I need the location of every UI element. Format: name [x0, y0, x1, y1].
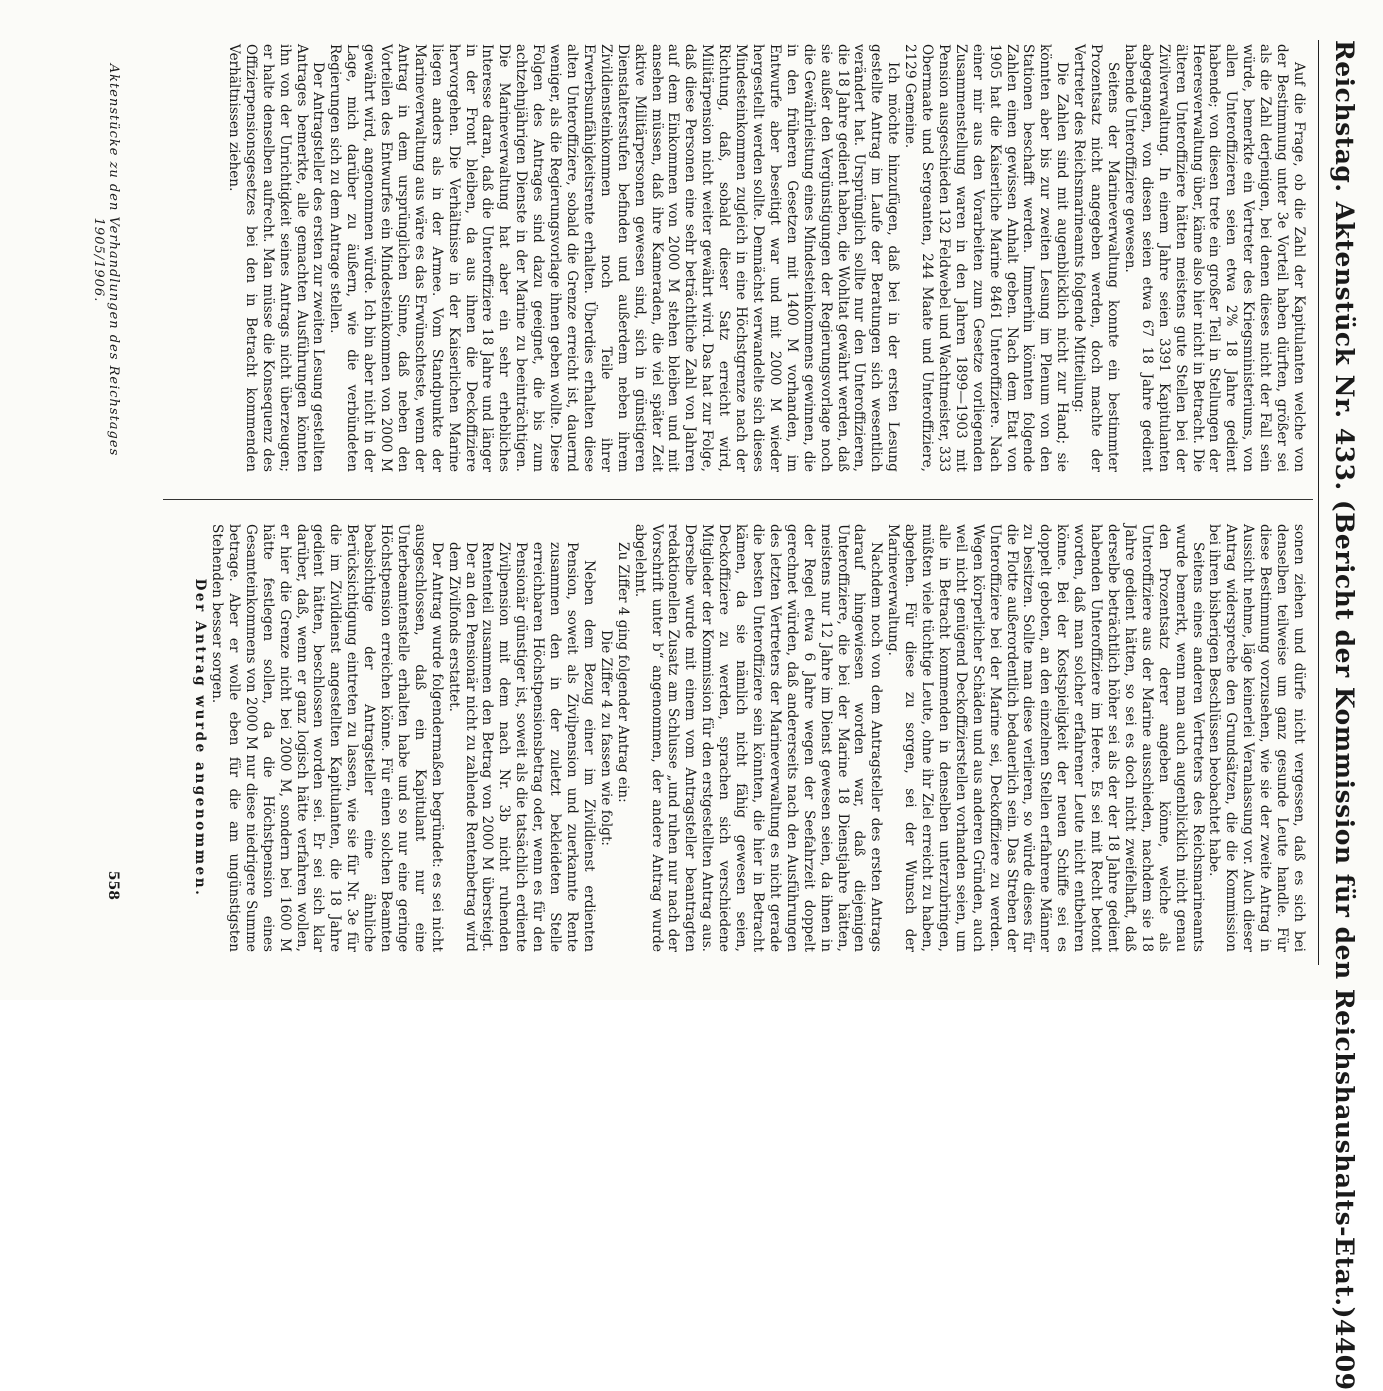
right-column	[191, 524, 1307, 952]
footer-collection-title: Aktenstücke zu den Verhandlungen des Reichstages 1905/1906.	[91, 63, 121, 457]
paragraph: Ich möchte hinzufügen, daß bei in der ersten Lesung gestellte Antrag im Laufe der Beratungen sich wesentlich verändert hat. Ursprünglich sollte nur den Unteroffizieren, die 18 Jahre gedient haben, die Wohltat gewährt werden, daß sie außer den Vergünstigungen der Regierungsvorlage noch die Gewährleistung eines Mindesteinkommens gewinnen, die in den früheren Gesetzen mit 1400 M vorhanden, im Entwurfe aber beseitigt war und mit 2000 M wieder hergestellt werden sollte. Demnächst verwandelte sich dieses Mindesteinkommen zugleich in eine Höchstgrenze nach der Richtung, daß, sobald dieser Satz erreicht wird, Militärpension nicht weiter gewährt wird. Das hat zur Folge, daß diese Personen eine sehr beträchtliche Zahl von Jahren auf dem Einkommen von 2000 M stehen bleiben und mit ansehen müssen, daß ihre Kameraden, die viel später Zeit aktive Militärpersonen gewesen sind, sich in günstigeren Dienstaltersstufen befinden und außerdem neben ihrem Zivildiensteinkommen noch Teile ihrer Erwerbsunfähigkeitsrente erhalten. Überdies erhalten diese alten Unteroffiziere, sobald die Grenze erreicht ist, dauernd weniger, als die Regierungsvorlage ihnen geben wollte. Diese Folgen des Antrages sind dazu geeignet, die bis zum achtzehnjährigen Dienste in der Marine zu beeinträchtigen. Die Marineverwaltung hat aber ein sehr erhebliches Interesse daran, daß die Unteroffiziere 18 Jahre und länger in der Front bleiben, da aus ihnen die Deckoffiziere hervorgehen. Die Verhältnisse in der Kaiserlichen Marine liegen anders als in der Armee. Vom Standpunkte der Marineverwaltung aus wäre es das Erwünschteste, wenn der Antrag in dem ursprünglichen Sinne, daß neben den Vorteilen des Entwurfes ein Mindesteinkommen von 2000 M gewährt wird, angenommen würde. Ich bin aber nicht in der Lage, mich darüber zu äußern, wie die verbündeten Regierungen sich zu dem Antrage stellen.	[327, 44, 902, 472]
paragraph-heading: Die Ziffer 4 zu fassen wie folgt:	[597, 630, 614, 846]
paragraph: Zu Ziffer 4 ging folgender Antrag ein:	[614, 542, 631, 803]
page-number: 4409	[1330, 1318, 1360, 1391]
paragraph: Der Antragsteller des ersten zur zweiten Lesung gestellten Antrages bemerkte, alle gemachten Ausführungen könnten ihn von der Unrichtigkeit seines Antrags nicht überzeugen; er halte denselben aufrecht. Man müsse die Konsequenz des Offizierpensionsgesetzes bei den in Betracht kommenden Verhältnissen ziehen.	[225, 44, 327, 472]
paragraph: Der Antrag wurde folgendermaßen begründet: es sei nicht ausgeschlossen, daß ein Kapitulant nur eine Unterbeamtenstelle erhalten habe und so nur eine geringe Höchstpension erreichen könne. Für einen solchen Beamten beabsichtige der Antragsteller eine ähnliche Berücksichtigung eintreten zu lassen, wie sie für Nr. 3e für die im Zivildienst angestellten Kapitulanten, die 18 Jahre gedient hätten, beschlossen worden sei. Er sei sich klar darüber, daß, wenn er ganz logisch hätte verfahren wollen, er hier die Grenze nicht bei 2000 M, sondern bei 1600 M hätte festlegen sollen, da die Höchstpension eines Gesamteinkommens von 2000 M nur diese niedrigere Summe betrage. Aber er wolle eben für die am ungünstigsten Stehenden besser sorgen.	[209, 524, 445, 952]
resolution-line: Der Antrag wurde angenommen.	[192, 578, 209, 898]
paragraph: Auf die Frage, ob die Zahl der Kapitulanten welche von der Bestimmung unter 3e Vorteil haben dürften, größer sei als die Zahl derjenigen, bei denen dieses nicht der Fall sein würde, bemerkte ein Vertreter des Kriegsministeriums, von allen Unteroffizieren seien etwa 2% 18 Jahre gedient habende; von diesen trete ein großer Teil in Stellungen der Heeresverwaltung über, käme also hier nicht in Betracht. Die älteren Unteroffiziere hätten meistens gute Stellen bei der Zivilverwaltung. In einem Jahre seien 3391 Kapitulanten abgegangen, von diesen seien etwa 67 18 Jahre gedient habende Unteroffiziere gewesen.	[1121, 44, 1307, 472]
page-header	[1325, 40, 1365, 1391]
paragraph: Seitens der Marineverwaltung konnte ein bestimmter Prozentsatz nicht angegeben werden, doch machte der Vertreter des Reichsmarineamts folgende Mitteilung:	[1071, 44, 1122, 472]
header-rule	[1318, 40, 1319, 965]
paragraph: Nachdem noch von dem Antragsteller des ersten Antrags darauf hingewiesen worden war, daß diejenigen Unteroffiziere, die bei der Marine 18 Dienstjahre hätten, meistens nur 12 Jahre im Dienst gewesen seien, da ihnen in der Regel etwa 6 Jahre wegen der Seefahrzeit doppelt gerechnet würden, daß andererseits nach den Ausführungen des letzten Vertreters der Marineverwaltung es nicht gerade die besten Unteroffiziere sein könnten, die hier in Betracht kämen, da sie nämlich nicht fähig gewesen seien, Deckoffiziere zu werden, sprachen sich verschiedene Mitglieder der Kommission für den erstgestellten Antrag aus. Derselbe wurde mit einem vom Antragsteller beantragten redaktionellen Zusatz am Schlusse „und ruhen nur nach der Vorschrift unter b“ angenommen, der andere Antrag wurde abgelehnt.	[631, 524, 885, 952]
column-divider	[163, 499, 1313, 500]
paragraph: Seitens eines anderen Vertreters des Reichsmarineamts wurde bemerkt, wenn man auch augenblicklich nicht genau den Prozentsatz derer angeben könne, welche als Unteroffiziere aus der Marine ausschieden, nachdem sie 18 Jahre gedient hätten, so sei es doch nicht zweifelhaft, daß derselbe beträchtlich höher sei als der der 18 Jahre gedient habenden Unteroffiziere im Heere. Es sei mit Recht betont worden, daß man solcher erfahrener Leute nicht entbehren könne. Bei der Kostspieligkeit der neuen Schiffe sei es doppelt geboten, an den einzelnen Stellen erfahrene Männer zu besitzen. Sollte man diese verlieren, so würde dieses für die Flotte außerordentlich bedauerlich sein. Das Streben der Unteroffiziere bei der Marine sei, Deckoffiziere zu werden. Wegen körperlicher Schäden und aus anderen Gründen, auch weil nicht genügend Deckoffizierstellen vorhanden seien, um alle in Betracht kommenden in denselben unterzubringen, müßten viele tüchtige Leute, ohne ihr Ziel erreicht zu haben, abgehen. Für diese zu sorgen, sei der Wunsch der Marineverwaltung.	[885, 524, 1206, 952]
paragraph: sonen ziehen und dürfe nicht vergessen, daß es sich bei denselben teilweise um ganz gesunde Leute handle. Für diese Bestimmung vorzusehen, wie sie der zweite Antrag in Aussicht nehme, läge keinerlei Veranlassung vor. Auch dieser Antrag widerspreche den Grundsätzen, die die Kommission bei ihren bisherigen Beschlüssen beobachtet habe.	[1206, 524, 1307, 952]
left-column	[225, 44, 1307, 472]
page-title: Reichstag. Aktenstück Nr. 433. (Bericht der Kommission für den Reichshaushalts-Etat.)	[1330, 40, 1360, 1319]
footer-sheet-number: 558	[105, 870, 121, 900]
amendment-text: Neben dem Bezug einer im Zivildienst erdienten Pension, soweit als Zivilpension und zuerkannte Rente zusammen den in der zuletzt bekleideten Stelle erreichbaren Höchstpensionsbetrag oder, wenn es für den Pensionär günstiger ist, soweit als die tatsächlich erdiente Zivilpension mit dem nach Nr. 3b nicht ruhenden Rententeil zusammen den Betrag von 2000 M übersteigt. Der an den Pensionär nicht zu zahlende Rentenbetrag wird dem Zivilfonds erstattet.	[445, 542, 597, 952]
paragraph: Die Zahlen sind mit augenblicklich nicht zur Hand; sie könnten aber bis zur zweiten Lesung im Plenum von den Stationen beschafft werden. Immerhin könnten folgende Zahlen einen gewissen Anhalt geben. Nach dem Etat von 1905 hat die Kaiserliche Marine 8461 Unteroffiziere. Nach einer mir aus den Vorarbeiten zum Gesetze vorliegenden Zusammenstellung waren in den Jahren 1899—1903 mit Pension ausgeschieden 132 Feldwebel und Wachtmeister, 333 Obermaate und Sergeanten, 244 Maate und Unteroffiziere, 2129 Gemeine.	[902, 44, 1071, 472]
